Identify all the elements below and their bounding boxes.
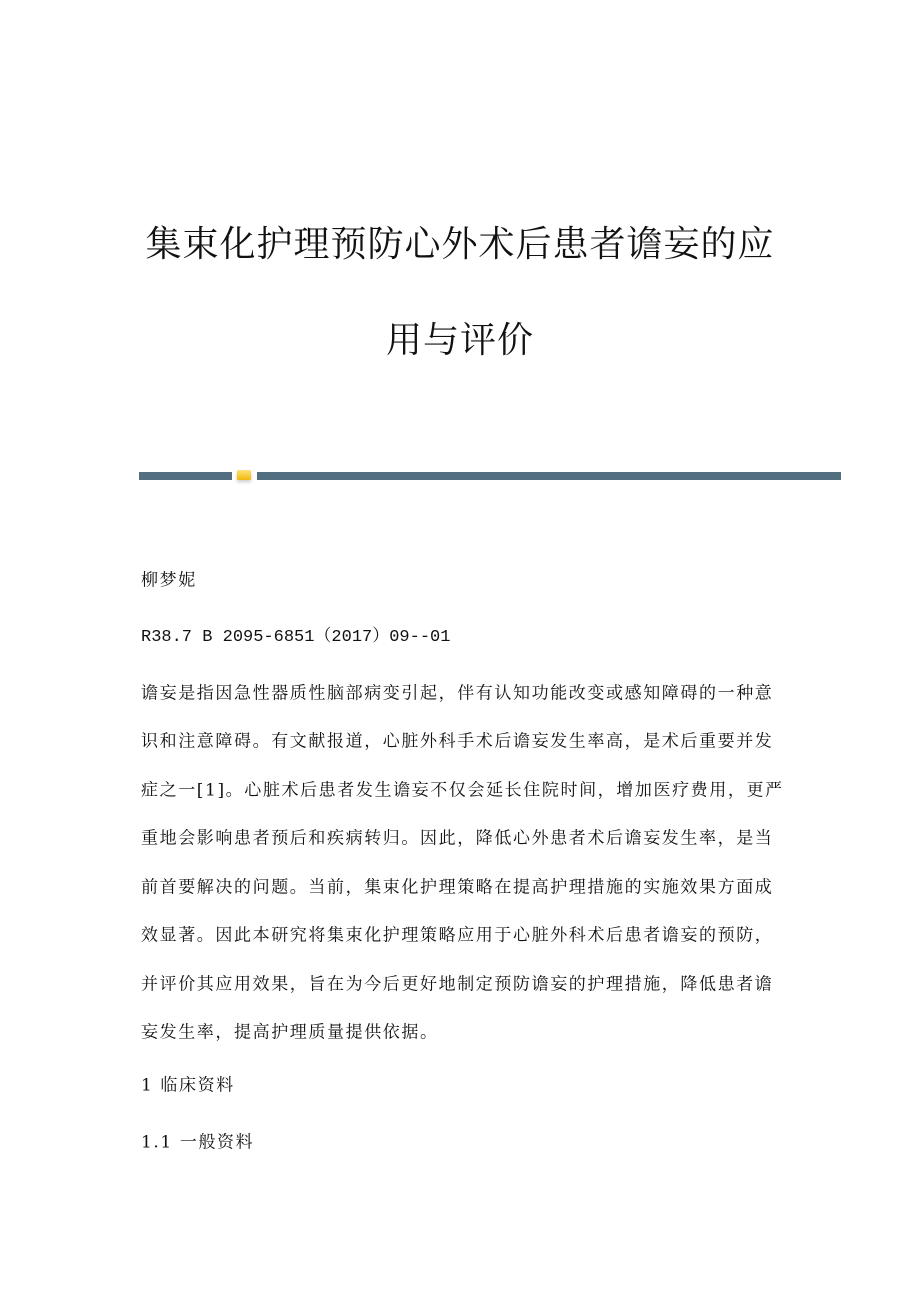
divider-left-bar: [139, 472, 232, 480]
divider-ornament-icon: [237, 470, 251, 480]
title-line-1: 集束化护理预防心外术后患者谵妄的应: [145, 224, 775, 265]
paragraph-line: 妄发生率，提高护理质量提供依据。: [141, 1022, 439, 1043]
paragraph-line: 前首要解决的问题。当前，集束化护理策略在提高护理措施的实施效果方面成: [141, 877, 774, 898]
author: 柳梦妮: [141, 570, 197, 591]
section-heading-1: 1 临床资料: [141, 1075, 235, 1096]
paragraph-line: 症之一[1]。心脏术后患者发生谵妄不仅会延长住院时间，增加医疗费用，更严: [141, 780, 784, 801]
paragraph-line: 并评价其应用效果，旨在为今后更好地制定预防谵妄的护理措施，降低患者谵: [141, 974, 774, 995]
title-line-2: 用与评价: [385, 320, 534, 361]
divider-right-bar: [257, 472, 841, 480]
paragraph-line: 识和注意障碍。有文献报道，心脏外科手术后谵妄发生率高，是术后重要并发: [141, 731, 774, 752]
section-heading-1-1: 1.1 一般资料: [141, 1132, 255, 1153]
paragraph-line: 谵妄是指因急性器质性脑部病变引起，伴有认知功能改变或感知障碍的一种意: [141, 683, 774, 704]
paragraph-line: 重地会影响患者预后和疾病转归。因此，降低心外患者术后谵妄发生率，是当: [141, 828, 774, 849]
paragraph-line: 效显著。因此本研究将集束化护理策略应用于心脏外科术后患者谵妄的预防，: [141, 925, 774, 946]
classification-code: R38.7 B 2095-6851（2017）09--01: [141, 628, 451, 647]
